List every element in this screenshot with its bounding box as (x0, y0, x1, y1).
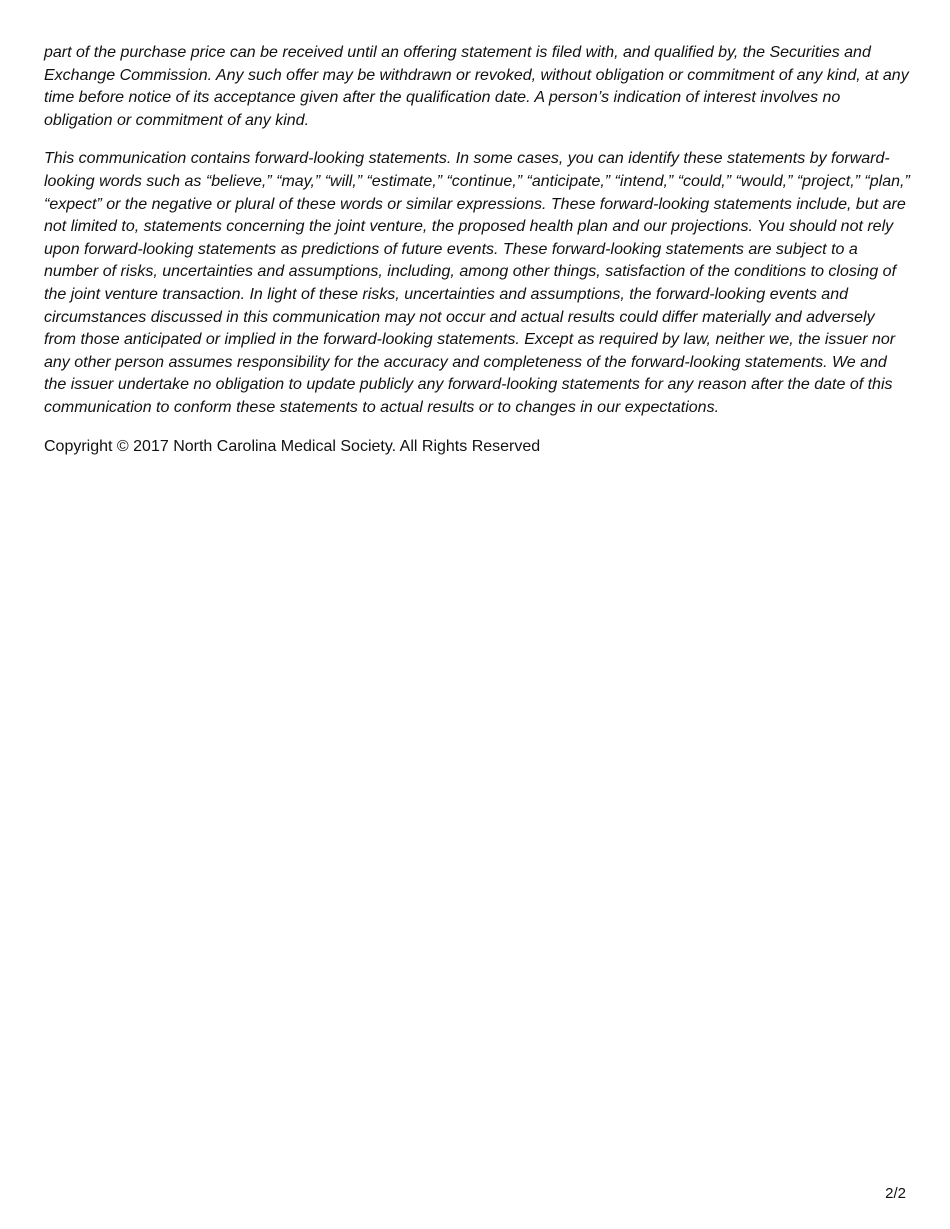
copyright-notice: Copyright © 2017 North Carolina Medical Society. All Rights Reserved (44, 437, 541, 455)
document-body (44, 42, 910, 458)
forward-looking-statements-paragraph: This communication contains forward-looking statements. In some cases, you can identify these statements by forward-looking words such as “believe,” “may,” “will,” “estimate,” “continue,” “anticipate,” “intend,” “could,” “would,” “project,” “plan,” “expect” or the negative or plural of these words or similar expressions. These forward-looking statements include, but are not limited to, statements concerning the joint venture, the proposed health plan and our projections. You should not rely upon forward-looking statements as predictions of future events. These forward-looking statements are subject to a number of risks, uncertainties and assumptions, including, among other things, satisfaction of the conditions to closing of the joint venture transaction. In light of these risks, uncertainties and assumptions, the forward-looking events and circumstances discussed in this communication may not occur and actual results could differ materially and adversely from those anticipated or implied in the forward-looking statements. Except as required by law, neither we, the issuer nor any other person assumes responsibility for the accuracy and completeness of the forward-looking statements. We and the issuer undertake no obligation to update publicly any forward-looking statements for any reason after the date of this communication to conform these statements to actual results or to changes in our expectations. (44, 150, 910, 416)
page-number: 2/2 (885, 1185, 906, 1202)
offering-disclaimer-paragraph: part of the purchase price can be received until an offering statement is filed with, and qualified by, the Securities and Exchange Commission. Any such offer may be withdrawn or revoked, without obligation or commitment of any kind, at any time before notice of its acceptance given after the qualification date. A person’s indication of interest involves no obligation or commitment of any kind. (44, 44, 909, 129)
